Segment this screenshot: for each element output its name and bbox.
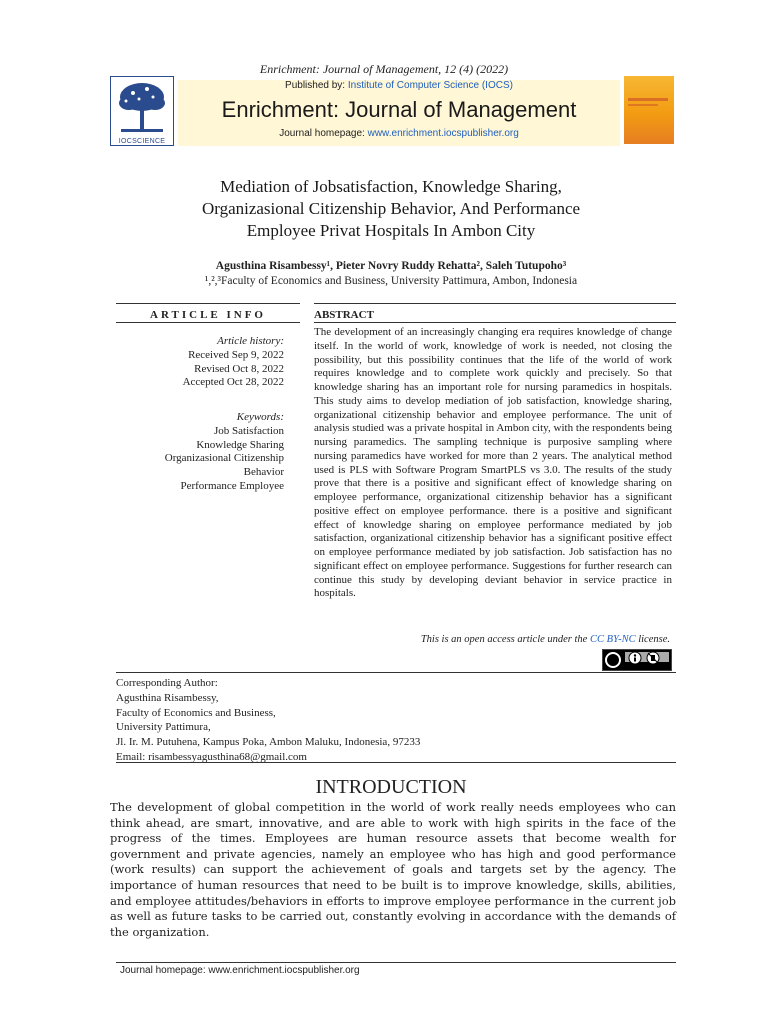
divider bbox=[116, 322, 300, 323]
published-prefix: Published by: bbox=[285, 80, 348, 91]
corresponding-author bbox=[116, 676, 536, 765]
abstract-heading: ABSTRACT bbox=[314, 309, 374, 321]
corresponding-email[interactable]: Email: risambessyagusthina68@gmail.com bbox=[116, 750, 307, 763]
title-line: Employee Privat Hospitals In Ambon City bbox=[246, 221, 536, 240]
keywords-label: Keywords: bbox=[236, 411, 284, 423]
introduction-text: The development of global competition in the world of work really needs employees who can think ahead, are smart, innovative, and are able to work with high spirits in the face of the progress of the times. Employees are human resource assets that become wealth for government and private agencies, namely an employee who has high and good performance (work results) can support the achievement of goals and targets set by the agency. The importance of human resources that need to be built is to improve knowledge, skills, abilities, and employee attitudes/behaviors in efforts to improve employee performance in the current job as well as future tasks to be carried out, constantly evolving in accordance with the demands of the organization. bbox=[110, 800, 676, 939]
article-history bbox=[116, 349, 284, 390]
cc-by-nc-icon bbox=[603, 650, 671, 670]
open-access-note bbox=[314, 634, 670, 645]
introduction-heading: INTRODUCTION bbox=[315, 776, 467, 798]
corresponding-label: Corresponding Author: bbox=[116, 677, 218, 689]
accepted-date: Accepted Oct 28, 2022 bbox=[182, 376, 284, 389]
journal-homepage bbox=[178, 128, 620, 139]
journal-title: Enrichment: Journal of Management bbox=[221, 97, 577, 122]
cover-decoration bbox=[628, 98, 668, 101]
oa-suffix: license. bbox=[635, 634, 670, 645]
keyword: Behavior bbox=[243, 466, 284, 479]
homepage-prefix: Journal homepage: bbox=[279, 128, 368, 139]
footer-homepage[interactable]: Journal homepage: www.enrichment.iocspublisher.org bbox=[120, 965, 360, 976]
journal-cover-image bbox=[624, 76, 674, 144]
keyword: Job Satisfaction bbox=[214, 425, 284, 437]
publisher-link[interactable]: Institute of Computer Science (IOCS) bbox=[347, 80, 513, 91]
homepage-link[interactable]: www.enrichment.iocspublisher.org bbox=[367, 128, 519, 139]
paper-title bbox=[110, 176, 672, 242]
license-link[interactable]: CC BY-NC bbox=[589, 634, 636, 645]
journal-citation: Enrichment: Journal of Management, 12 (4) (2022) bbox=[259, 62, 509, 76]
title-line: Organizasional Citizenship Behavior, And Performance bbox=[201, 199, 581, 218]
article-info-heading: ARTICLE INFO bbox=[150, 309, 266, 321]
divider bbox=[116, 303, 300, 304]
abstract-text: The development of an increasingly changing era requires knowledge of change itself. In the world of work, knowledge of work is needed, not closing the possibility, but this possibility continues that the life of the world of work requires knowledge and to complete work quickly and precisely. So that knowledge sharing has an important role for nursing paramedics in hospitals. This study aims to develop mediation of job satisfaction, knowledge sharing, organizational citizenship behavior and employee performance. The unit of analysis studied was a private hospital in Ambon city, with the respondents being nursing paramedics. The sampling technique is purposive sampling where nursing paramedics have worked for more than 2 years. The analytical method used is PLS with Software Program SmartPLS vs 3.0. The results of the study prove that there is a positive and significant effect of knowledge sharing on employee performance, organizational citizenship behavior has a significant positive effect on employee performance. there is a positive and significant effect of knowledge sharing on employee performance mediated by job satisfaction, organizational citizenship behavior has a significant positive effect on employee performance mediated by job satisfaction. Job satisfaction has no significant effect on employee performance. Suggestions for further research can continue this study by developing deviant behavior in service practice in hospitals. bbox=[314, 326, 672, 600]
tree-icon bbox=[111, 77, 173, 135]
corresponding-university: University Pattimura, bbox=[116, 721, 211, 734]
title-line: Mediation of Jobsatisfaction, Knowledge Sharing, bbox=[220, 177, 562, 196]
keyword: Organizasional Citizenship bbox=[164, 452, 284, 465]
corresponding-name: Agusthina Risambessy, bbox=[116, 691, 219, 704]
corresponding-faculty: Faculty of Economics and Business, bbox=[116, 706, 276, 719]
logo-text: IOCSCIENCE bbox=[118, 138, 166, 145]
received-date: Received Sep 9, 2022 bbox=[188, 349, 284, 361]
divider bbox=[314, 303, 676, 304]
footer-divider bbox=[116, 962, 676, 963]
published-by bbox=[178, 80, 620, 91]
revised-date: Revised Oct 8, 2022 bbox=[194, 362, 284, 375]
authors: Agusthina Risambessy¹, Pieter Novry Ruddy Rehatta², Saleh Tutupoho³ bbox=[215, 260, 567, 272]
keyword: Knowledge Sharing bbox=[196, 438, 284, 451]
cc-license-icon[interactable] bbox=[602, 649, 672, 671]
iocscience-logo bbox=[110, 76, 174, 146]
affiliation: ¹,²,³Faculty of Economics and Business, University Pattimura, Ambon, Indonesia bbox=[204, 275, 578, 287]
divider bbox=[314, 322, 676, 323]
divider bbox=[116, 672, 676, 673]
keywords bbox=[116, 425, 284, 494]
corresponding-address: Jl. Ir. M. Putuhena, Kampus Poka, Ambon Maluku, Indonesia, 97233 bbox=[116, 736, 421, 749]
history-label: Article history: bbox=[217, 335, 284, 347]
keyword: Performance Employee bbox=[180, 479, 284, 492]
divider bbox=[116, 762, 676, 763]
cover-decoration bbox=[628, 104, 658, 106]
oa-prefix: This is an open access article under the bbox=[420, 634, 590, 645]
